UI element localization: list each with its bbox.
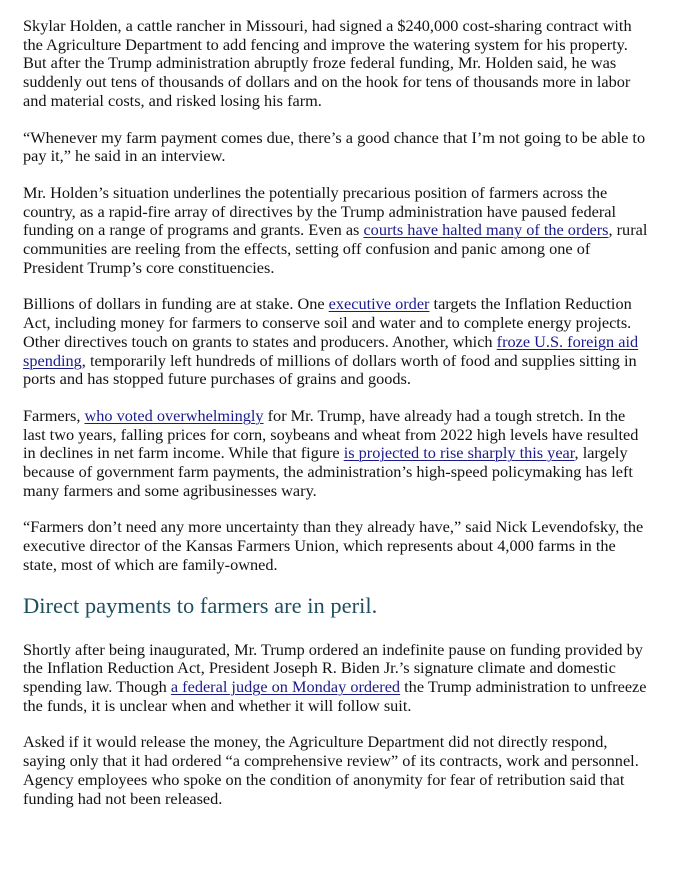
section-heading: Direct payments to farmers are in peril. [23, 592, 378, 618]
paragraph-5-text-1: Farmers, [23, 405, 85, 425]
paragraph-4-text-3: , temporarily left hundreds of millions of dollars worth of food and supplies sitting in ports and has stopped future purchases of grains and goods. [23, 350, 637, 389]
courts-halted-orders-link[interactable]: courts have halted many of the orders [363, 220, 609, 240]
paragraph-3-text-2: , rural communities are reeling from the effects, setting off confusion and panic among one of President Trump’s core constituencies. [23, 220, 648, 277]
paragraph-4-text-2: targets the Inflation Reduction Act, including money for farmers to conserve soil and water and to complete energy projects. Other directives touch on grants to states and producers. Another, which [23, 294, 632, 351]
federal-judge-link[interactable]: a federal judge on Monday ordered [170, 676, 401, 696]
paragraph-3 [23, 184, 651, 278]
paragraph-4-text-1: Billions of dollars in funding are at stake. One [23, 294, 329, 314]
voted-overwhelmingly-link[interactable]: who voted overwhelmingly [84, 405, 264, 425]
paragraph-8: Asked if it would release the money, the Agriculture Department did not directly respond, saying only that it had ordered “a comprehensive review” of its contracts, work and personnel. Agency employees who spoke on the condition of anonymity for fear of retribution said that funding had not been released. [23, 732, 639, 808]
paragraph-5-text-2: for Mr. Trump, have already had a tough stretch. In the last two years, falling prices for corn, soybeans and wheat from 2022 high levels have resulted in declines in net farm income. While that figure [23, 405, 639, 463]
executive-order-link[interactable]: executive order [328, 294, 430, 314]
paragraph-7 [23, 641, 651, 716]
paragraph-5-text-3: , largely because of government farm payments, the administration’s high-speed policymaking has left many farmers and some agribusinesses wary. [23, 443, 633, 500]
foreign-aid-link[interactable]: froze U.S. foreign aid spending [23, 331, 639, 370]
projected-to-rise-link[interactable]: is projected to rise sharply this year [343, 443, 575, 463]
paragraph-4 [23, 295, 651, 389]
paragraph-3-text-1: Mr. Holden’s situation underlines the potentially precarious position of farmers across the country, as a rapid-fire array of directives by the Trump administration have paused federal funding on a range of programs and grants. Even as [23, 182, 617, 240]
paragraph-6: “Farmers don’t need any more uncertainty than they already have,” said Nick Levendofsky, the executive director of the Kansas Farmers Union, which represents about 4,000 farms in the state, most of which are family-owned. [23, 517, 644, 574]
paragraph-1: Skylar Holden, a cattle rancher in Missouri, had signed a $240,000 cost-sharing contract with the Agriculture Department to add fencing and improve the watering system for his property. But after the Trump administration abruptly froze federal funding, Mr. Holden said, he was suddenly out tens of thousands of dollars and on the hook for tens of thousands more in labor and material costs, and risked losing his farm. [23, 16, 632, 110]
paragraph-7-text-2: the Trump administration to unfreeze the funds, it is unclear when and whether it will follow suit. [23, 676, 647, 715]
paragraph-7-text-1: Shortly after being inaugurated, Mr. Trump ordered an indefinite pause on funding provided by the Inflation Reduction Act, President Joseph R. Biden Jr.’s signature climate and domestic spending law. Though [23, 639, 643, 696]
paragraph-5 [23, 407, 651, 501]
paragraph-2: “Whenever my farm payment comes due, there’s a good chance that I’m not going to be able to pay it,” he said in an interview. [23, 127, 646, 166]
